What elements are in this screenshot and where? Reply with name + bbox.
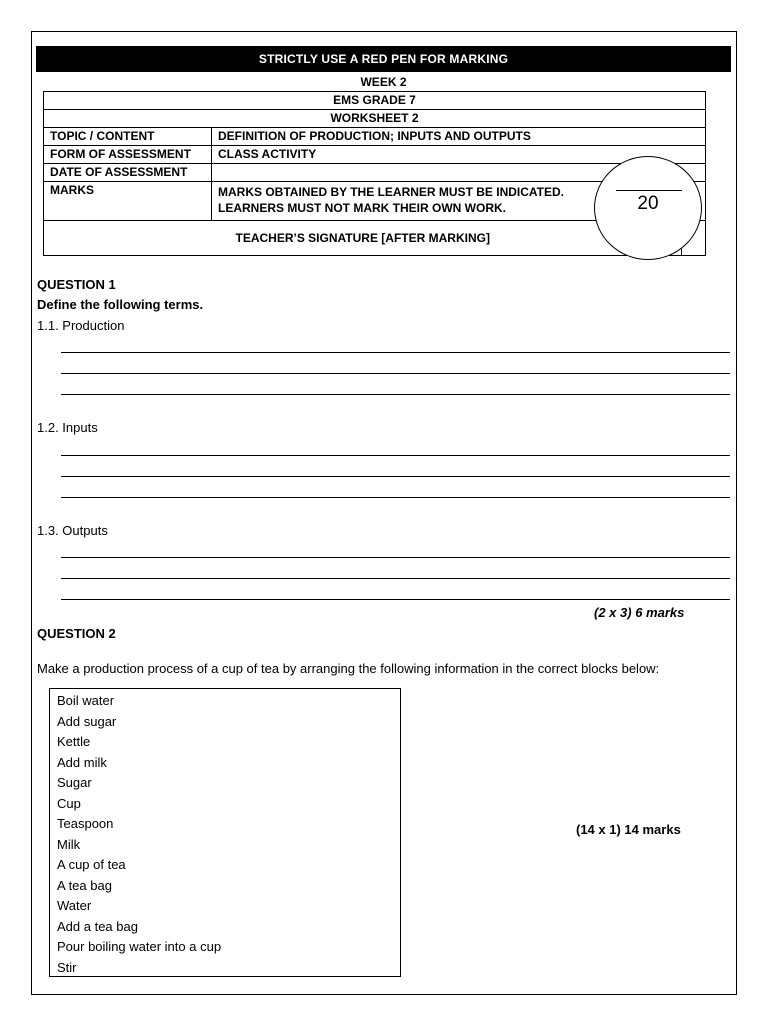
answer-line[interactable] [61,455,730,456]
word-bank-item: A tea bag [57,877,112,893]
word-bank-item: Cup [57,795,81,811]
topic-label: TOPIC / CONTENT [44,128,212,146]
date-of-assessment-label: DATE OF ASSESSMENT [44,164,212,182]
answer-line[interactable] [61,394,730,395]
subject-cell: EMS GRADE 7 [44,92,706,110]
answer-line[interactable] [61,352,730,353]
answer-line[interactable] [61,497,730,498]
word-bank-item: Sugar [57,775,92,790]
answer-line[interactable] [61,599,730,600]
form-of-assessment-label: FORM OF ASSESSMENT [44,146,212,164]
word-bank-item: Add milk [57,754,107,770]
word-bank-item: Pour boiling water into a cup [57,939,222,954]
question-1-marks-breakdown: (2 x 3) [594,605,632,620]
form-of-assessment-value: CLASS ACTIVITY [212,146,706,164]
question-2-title: QUESTION 2 [37,626,116,641]
word-bank-item: Milk [57,836,81,852]
word-bank-item: Teaspoon [57,816,114,831]
question-1-1-label: 1.1. Production [37,318,125,333]
word-bank-item: A cup of tea [57,857,126,872]
word-bank-item: Stir [57,959,77,975]
question-1-marks [594,605,684,620]
marks-instruction-line-2: LEARNERS MUST NOT MARK THEIR OWN WORK. [218,201,506,215]
marks-instruction-line-1: MARKS OBTAINED BY THE LEARNER MUST BE INDICATED. [218,185,565,199]
teacher-signature-label: TEACHER’S SIGNATURE [AFTER MARKING] [44,221,682,256]
word-bank-box [49,688,401,977]
word-bank-item: Add sugar [57,713,117,729]
word-bank-item: Boil water [57,693,115,708]
marks-label: MARKS [44,182,212,221]
question-1-instruction: Define the following terms. [37,297,204,312]
word-bank-item: Kettle [57,734,91,749]
topic-value: DEFINITION OF PRODUCTION; INPUTS AND OUTPUTS [212,128,706,146]
answer-line[interactable] [61,557,730,558]
question-2-marks: (14 x 1) 14 marks [576,822,681,837]
word-bank-item: Water [57,898,92,913]
word-bank-item: Add a tea bag [57,918,138,934]
answer-line[interactable] [61,578,730,579]
marking-instruction-banner: STRICTLY USE A RED PEN FOR MARKING [36,46,731,72]
question-1-2-label: 1.2. Inputs [37,420,98,435]
question-1-title: QUESTION 1 [37,277,116,292]
week-label: WEEK 2 [360,75,407,89]
question-2-instruction: Make a production process of a cup of tea by arranging the following information in the correct blocks below: [37,661,660,676]
answer-line[interactable] [61,476,730,477]
question-1-3-label: 1.3. Outputs [37,523,108,538]
worksheet-cell: WORKSHEET 2 [44,110,706,128]
score-circle[interactable] [594,156,702,260]
score-total: 20 [637,193,659,214]
answer-line[interactable] [61,373,730,374]
score-fraction-line [616,190,682,191]
question-1-marks-total: 6 marks [635,605,685,620]
